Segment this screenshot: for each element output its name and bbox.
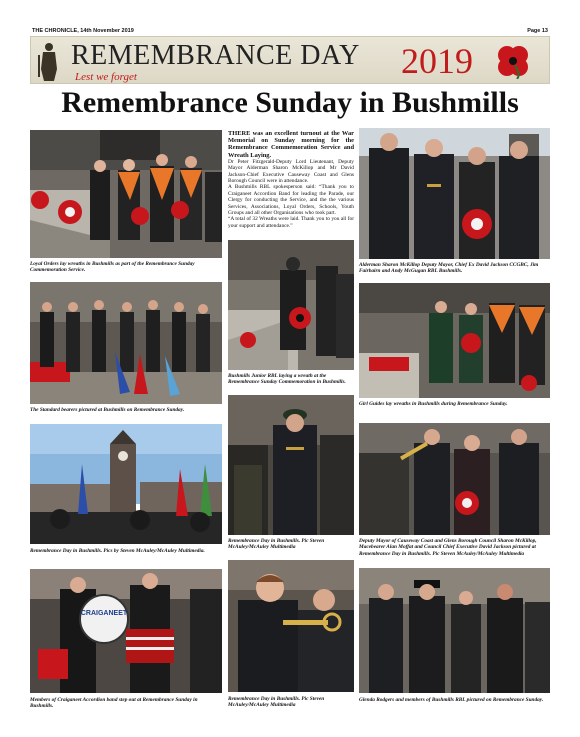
caption-girl-guides: Girl Guides lay wreaths in Bushmills during Remembrance Sunday.	[359, 401, 508, 407]
banner-year: 2019	[401, 41, 473, 81]
photo-glenda-rodgers	[359, 568, 550, 693]
photo-accordion-band	[30, 569, 222, 693]
article-body	[228, 130, 354, 229]
photo-standard-bearers	[30, 282, 222, 404]
caption-accordion-band: Members of Craiganeet Accordion band step out at Remembrance Sunday in Bushmills.	[30, 697, 198, 710]
caption-standard-bearers: The Standard bearers pictured at Bushmills on Remembrance Sunday.	[30, 407, 185, 413]
article-paragraph-3: “A total of 32 Wreaths were laid. Thank you to you all for your support and attendance.”	[228, 216, 354, 229]
article-paragraph-2: A Bushmills RBL spokesperson said: “Thank you to Craiganeet Accordion Band for leading the Parade, our Clergy for conducting the Service, and the the various Services, Associations, Loyal Orders, Schools, Youth Groups and all other Organisations who took part.	[228, 184, 354, 217]
photo-loyal-orders	[30, 130, 222, 258]
remembrance-banner	[30, 36, 550, 84]
photo-girl-guides	[359, 283, 550, 398]
page-number: Page 13	[527, 28, 548, 34]
photo-veteran	[228, 395, 354, 535]
photo-deputy-mayor	[359, 423, 550, 535]
headline: Remembrance Sunday in Bushmills	[61, 86, 519, 119]
banner-subtitle: Lest we forget	[75, 71, 137, 83]
caption-veteran: Remembrance Day in Bushmills. Pic Steven McAuley/McAuley Multimedia	[228, 538, 325, 551]
soldier-silhouette-icon	[35, 41, 63, 81]
caption-loyal-orders: Loyal Orders lay wreaths in Bushmills as part of the Remembrance Sunday Commemoration Service.	[30, 261, 195, 274]
caption-glenda-rodgers: Glenda Rodgers and members of Bushmills RBL pictured on Remembrance Sunday.	[359, 697, 544, 703]
caption-clock-tower: Remembrance Day in Bushmills. Pics by Steven McAuley/McAuley Multimedia.	[30, 548, 205, 554]
banner-title: REMEMBRANCE DAY	[71, 40, 360, 71]
drum-label: CRAIGANEET	[80, 610, 128, 617]
photo-trumpet-player	[228, 560, 354, 692]
caption-trumpet-player: Remembrance Day in Bushmills. Pic Steven McAuley/McAuley Multimedia	[228, 696, 325, 709]
photo-dignitaries	[359, 128, 550, 259]
masthead-publication: THE CHRONICLE, 14th November 2019	[32, 28, 134, 34]
photo-clock-tower	[30, 424, 222, 544]
article-paragraph-1: Dr Peter Fitzgerald-Deputy Lord Lieutenant, Deputy Mayor Alderman Sharon McKillop and Mr David Jackson-Chief Executive Causeway Coast and Glens Borough Council were in attendance.	[228, 158, 354, 185]
caption-dignitaries: Alderman Sharon McKillop Deputy Mayor, Chief Ex David Jackson CCGBC, Jim Fairbairn and Andy McGugan RBL Bushmills.	[359, 262, 539, 275]
caption-junior-rbl: Bushmills Junior RBL laying a wreath at the Remembrance Sunday Commemoration in Bushmills.	[228, 373, 346, 386]
photo-junior-rbl	[228, 240, 354, 370]
article-lede: THERE was an excellent turnout at the War Memorial on Sunday morning for the Remembrance Commemoration Service and Wreath Laying.	[228, 130, 354, 159]
poppy-icon	[495, 43, 531, 79]
caption-deputy-mayor: Deputy Mayor of Causeway Coast and Glens Borough Council Sharon McKillop, Macebearer Alan Moffat and Council Chief Executive David Jackson pictured at Remembrance Day in Bushmills. Pic Steven McAuley/McAuley Multimedia	[359, 538, 537, 557]
